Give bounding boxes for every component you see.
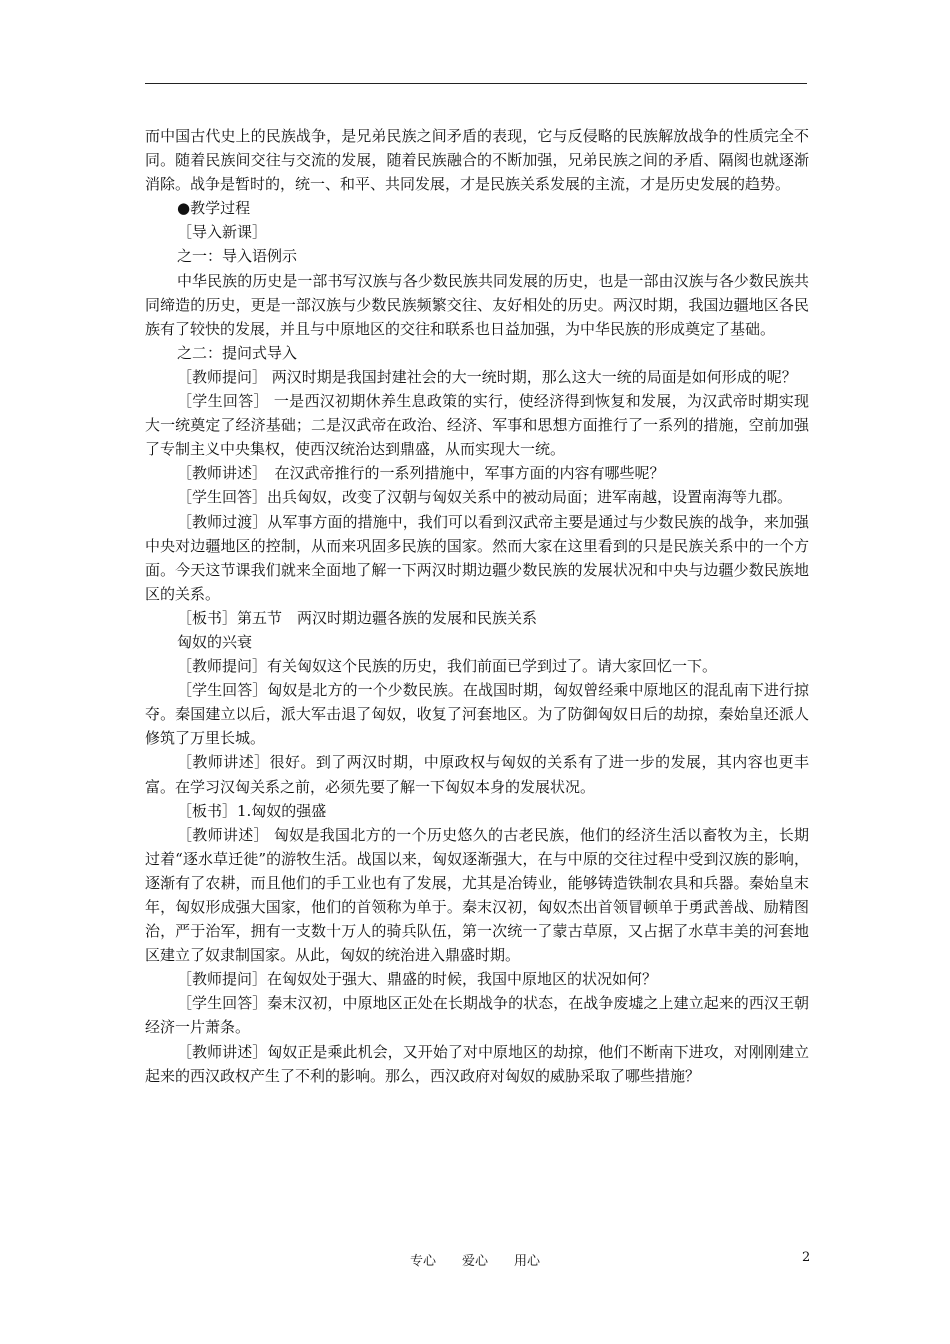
- paragraph: ［板书］第五节 两汉时期边疆各族的发展和民族关系: [177, 608, 538, 627]
- paragraph: 之一：导入语例示: [177, 247, 298, 266]
- paragraph: 而中国古代史上的民族战争，是兄弟民族之间矛盾的表现，它与反侵略的民族解放战争的性质完全不同。随着民族间交往与交流的发展，随着民族融合的不断加强，兄弟民族之间的矛盾、隔阂也就逐渐消除。战争是暂时的，统一、和平、共同发展，才是民族关系发展的主流，才是历史发展的趋势。: [145, 127, 809, 194]
- paragraph: ［学生回答］ 一是西汉初期休养生息政策的实行，使经济得到恢复和发展，为汉武帝时期实现大一统奠定了经济基础；二是汉武帝在政治、经济、军事和思想方面推行了一系列的措施，空前加强了专制主义中央集权，使西汉统治达到鼎盛，从而实现大一统。: [145, 392, 809, 459]
- paragraph: ［教师提问］有关匈奴这个民族的历史，我们前面已学到过了。请大家回忆一下。: [177, 657, 718, 676]
- paragraph: 中华民族的历史是一部书写汉族与各少数民族共同发展的历史，也是一部由汉族与各少数民族共同缔造的历史，更是一部汉族与少数民族频繁交往、友好相处的历史。两汉时期，我国边疆地区各民族有了较快的发展，并且与中原地区的交往和联系也日益加强，为中华民族的形成奠定了基础。: [145, 271, 809, 338]
- paragraph: ［学生回答］秦末汉初，中原地区正处在长期战争的状态，在战争废墟之上建立起来的西汉王朝经济一片萧条。: [145, 994, 809, 1037]
- document-body: [145, 124, 809, 1088]
- paragraph: ［板书］1.匈奴的强盛: [177, 801, 327, 820]
- paragraph: ［导入新课］: [177, 223, 268, 242]
- section-heading: ●教学过程: [177, 199, 251, 218]
- paragraph: 匈奴的兴衰: [177, 632, 253, 651]
- paragraph: ［教师过渡］从军事方面的措施中，我们可以看到汉武帝主要是通过与少数民族的战争，来加强中央对边疆地区的控制，从而来巩固多民族的国家。然而大家在这里看到的只是民族关系中的一个方面。今天这节课我们就来全面地了解一下两汉时期边疆少数民族的发展状况和中央与边疆少数民族地区的关系。: [145, 512, 809, 603]
- paragraph: ［教师讲述］很好。到了两汉时期，中原政权与匈奴的关系有了进一步的发展，其内容也更丰富。在学习汉匈关系之前，必须先要了解一下匈奴本身的发展状况。: [145, 753, 809, 796]
- paragraph: ［教师讲述］ 在汉武帝推行的一系列措施中，军事方面的内容有哪些呢？: [177, 464, 665, 483]
- paragraph: 之二：提问式导入: [177, 343, 298, 362]
- header-rule: [145, 83, 807, 84]
- footer-motto: 专心 爱心 用心: [409, 1254, 540, 1269]
- page-number: 2: [802, 1250, 811, 1265]
- paragraph: ［学生回答］匈奴是北方的一个少数民族。在战国时期，匈奴曾经乘中原地区的混乱南下进行掠夺。秦国建立以后，派大军击退了匈奴，收复了河套地区。为了防御匈奴日后的劫掠，秦始皇还派人修筑了万里长城。: [145, 681, 809, 748]
- paragraph: ［教师讲述］匈奴正是乘此机会，又开始了对中原地区的劫掠，他们不断南下进攻，对刚刚建立起来的西汉政权产生了不利的影响。那么，西汉政府对匈奴的威胁采取了哪些措施？: [145, 1042, 809, 1085]
- paragraph: ［教师讲述］ 匈奴是我国北方的一个历史悠久的古老民族，他们的经济生活以畜牧为主，长期过着“逐水草迁徙”的游牧生活。战国以来，匈奴逐渐强大，在与中原的交往过程中受到汉族的影响，逐渐有了农耕，而且他们的手工业也有了发展，尤其是冶铸业，能够铸造铁制农具和兵器。秦始皇末年，匈奴形成强大国家，他们的首领称为单于。秦末汉初，匈奴杰出首领冒顿单于勇武善战、励精图治，严于治军，拥有一支数十万人的骑兵队伍，第一次统一了蒙古草原，又占据了水草丰美的河套地区建立了奴隶制国家。从此，匈奴的统治进入鼎盛时期。: [145, 825, 809, 965]
- paragraph: ［学生回答］出兵匈奴，改变了汉朝与匈奴关系中的被动局面；进军南越，设置南海等九郡。: [177, 488, 793, 507]
- paragraph: ［教师提问］在匈奴处于强大、鼎盛的时候，我国中原地区的状况如何？: [177, 970, 658, 989]
- paragraph: ［教师提问］ 两汉时期是我国封建社会的大一统时期，那么这大一统的局面是如何形成的呢？: [177, 367, 797, 386]
